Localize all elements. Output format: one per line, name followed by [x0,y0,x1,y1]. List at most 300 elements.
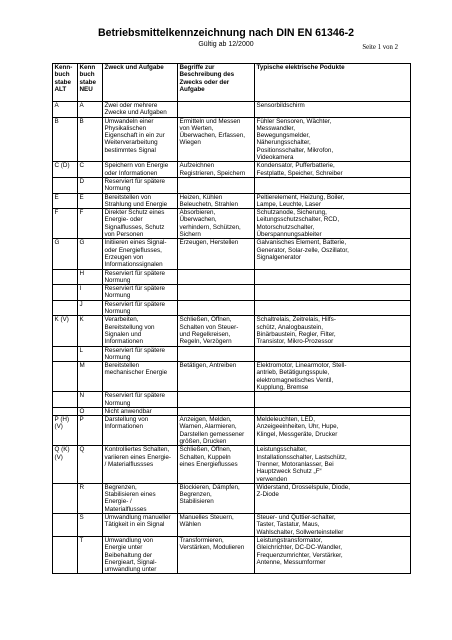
cell-text-line: Energie- oder [104,216,143,224]
cell-text-line: (V) [54,453,63,461]
old-letter-cell [53,209,78,239]
cell-text-line: Festplatte, Speicher, Schreiber [256,169,343,177]
cell-text-line: E [54,193,59,201]
cell-text-line: Peltierelement, Heizung, Boiler, [256,193,345,201]
column-header-line: buch [79,71,95,79]
cell-text-line: Klingel, Messgeräte, Drucker [256,430,338,438]
column-header-purpose [103,64,178,102]
cell-text-line: Normung [104,292,131,300]
purpose-cell [103,117,178,162]
cell-text-line: Erzeugen von [104,253,144,261]
cell-text-line: Energie unter [104,544,143,552]
cell-text-line: Sichern [179,231,201,239]
cell-text-line: Energieart, Signal- [104,558,157,566]
new-letter-cell [78,346,103,362]
cell-text-line: mechanischer Energie [104,369,168,377]
cell-text-line: Generator, Solar-zelle, Oszillator, [256,246,349,254]
cell-text-line: Schaltrelais, Zeitrelais, Hilfs- [256,316,336,324]
cell-text-line: Wählen [179,521,201,529]
cell-text-line: größen, Drucken [179,438,227,446]
purpose-cell [103,446,178,483]
old-letter-cell [53,117,78,162]
cell-text-line: eines Energieflusses [179,460,238,468]
products-cell [255,362,411,392]
products-cell [255,407,411,415]
terms-cell [178,514,255,537]
cell-text-line: G [54,239,60,247]
new-letter-cell [78,536,103,573]
cell-text-line: Schließen, Öffnen, [179,446,232,454]
cell-text-line: Warnen, Alarmieren, [179,423,237,431]
cell-text-line: Leitungsschutzschalter, RCD, [256,216,340,224]
cell-text-line: Informationen [104,338,144,346]
table-row [53,362,411,392]
cell-text-line: C [79,162,85,170]
products-cell [255,162,411,178]
cell-text-line: Darstellung von [104,416,149,424]
products-cell [255,209,411,239]
cell-text-line: D [79,177,85,185]
purpose-cell [103,102,178,118]
purpose-cell [103,209,178,239]
cell-text-line: Näherungsschalter, [256,139,311,147]
old-letter-cell [53,177,78,193]
purpose-cell [103,162,178,178]
products-cell [255,446,411,483]
old-letter-cell [53,269,78,285]
cell-text-line: Informationen [104,423,144,431]
cell-text-line: Sensorbildschirm [256,102,305,109]
cell-text-line: L [79,346,84,354]
column-header-line: Aufgabe [179,85,205,93]
terms-cell [178,362,255,392]
cell-text-line: Aufzeichnen [179,162,215,170]
cell-text-line: Galvanisches Element, Batterie, [256,239,347,247]
column-header-terms [178,64,255,102]
cell-text-line: G [79,239,85,247]
cell-text-line: Signalen und [104,330,142,338]
column-header-new-letter [78,64,103,102]
cell-text-line: Transformieren, [179,536,224,544]
cell-text-line: Positionsschalter, Mikrofon, [256,146,334,154]
table-header-row [53,64,411,102]
cell-text-line: Antenne, Messumformer [256,558,326,566]
cell-text-line: Strahlung und Energie [104,200,168,208]
table-row [53,300,411,316]
cell-text-line: Meldeleuchten, LED, [256,416,315,424]
purpose-cell [103,407,178,415]
table-row [53,483,411,513]
document-title: Betriebsmittelkennzeichnung nach DIN EN 61346-2 [97,27,355,39]
cell-text-line: Messwandler, [256,124,295,132]
table-row [53,117,411,162]
cell-text-line: Absorbieren, [179,209,216,217]
new-letter-cell [78,239,103,269]
cell-text-line: Kupplung, Bremse [256,383,309,391]
cell-text-line: Signalflusses, Schutz [104,223,165,231]
purpose-cell [103,362,178,392]
table-row [53,536,411,573]
cell-text-line: Anzeigeeinheiten, Uhr, Hupe, [256,423,339,431]
new-letter-cell [78,514,103,537]
new-letter-cell [78,300,103,316]
table-row [53,346,411,362]
cell-text-line: Stabilisieren [179,498,214,506]
purpose-cell [103,285,178,301]
cell-text-line: P [79,416,84,424]
terms-cell [178,117,255,162]
old-letter-cell [53,300,78,316]
old-letter-cell [53,407,78,415]
cell-text-line: Widerstand, Drosselspule, Diode, [256,483,350,491]
cell-text-line: Beibehaltung der [104,551,153,559]
cell-text-line: Stabilisieren eines [104,491,156,499]
products-cell [255,239,411,269]
cell-text-line: Transistor, Mikro-Prozessor [256,338,334,346]
designation-table [52,63,411,574]
table-row [53,392,411,408]
cell-text-line: Kontrolliertes Schalten, [104,446,170,454]
cell-text-line: Regeln, Verzögern [179,338,232,346]
cell-text-line: Darstellen gemessener [179,430,245,438]
cell-text-line: Heizen, Kühlen [179,193,223,201]
column-header-line: Kenn- [54,64,73,71]
products-cell [255,285,411,301]
cell-text-line: B [54,117,59,125]
cell-text-line: Fühler Sensoren, Wächter, [256,117,332,125]
cell-text-line: Zwecke und Aufgaben [104,109,167,117]
old-letter-cell [53,102,78,118]
cell-text-line: Lampe, Leuchte, Laser [256,200,321,208]
cell-text-line: Leistungstransformator, [256,536,323,544]
column-header-line: NEU [79,85,93,93]
cell-text-line: N [79,392,85,400]
cell-text-line: von Werten, [179,124,214,132]
cell-text-line: Verarbeiten, [104,316,139,324]
cell-text-line: Bereitstellung von [104,323,155,331]
column-header-old-letter [53,64,78,102]
cell-text-line: Bereitstellen von [104,193,152,201]
table-row [53,177,411,193]
old-letter-cell [53,162,78,178]
purpose-cell [103,316,178,346]
products-cell [255,117,411,162]
cell-text-line: Binärbaustein, Regler, Filter, [256,330,336,338]
cell-text-line: oder Energieflusses, [104,246,162,254]
new-letter-cell [78,193,103,209]
cell-text-line: Manuelles Steuern, [179,514,234,522]
page-number: Seite 1 von 2 [362,44,398,51]
cell-text-line: Reserviert für spätere [104,392,166,400]
table-row [53,209,411,239]
cell-text-line: Weiterverarbeitung [104,139,158,147]
new-letter-cell [78,117,103,162]
cell-text-line: Q (K) [54,446,70,454]
cell-text-line: Eigenschaft in ein zur [104,132,165,140]
terms-cell [178,346,255,362]
cell-text-line: (V) [54,423,63,431]
table-row [53,446,411,483]
products-cell [255,300,411,316]
cell-text-line: K [79,316,84,324]
purpose-cell [103,483,178,513]
cell-text-line: Normung [104,399,131,407]
cell-text-line: Umwandlung von [104,536,154,544]
cell-text-line: Reserviert für spätere [104,285,166,293]
cell-text-line: Z-Diode [256,491,279,499]
new-letter-cell [78,316,103,346]
column-header-line: ALT [54,85,67,93]
cell-text-line: Nicht anwendbar [104,407,152,415]
cell-text-line: Trenner, Motoranlasser, Bei [256,460,334,468]
cell-text-line: Videokamera [256,154,294,162]
new-letter-cell [78,177,103,193]
cell-text-line: Informationssignalen [104,261,163,269]
cell-text-line: M [79,362,85,370]
cell-text-line: T [79,536,84,544]
cell-text-line: verhindern, Schützen, [179,223,241,231]
cell-text-line: Initiieren eines Signal- [104,239,167,247]
table-row [53,102,411,118]
terms-cell [178,193,255,209]
terms-cell [178,177,255,193]
cell-text-line: I [79,285,82,293]
table-row [53,407,411,415]
new-letter-cell [78,209,103,239]
cell-text-line: Gleichrichter, DC-DC-Wandler, [256,544,342,552]
cell-text-line: variieren eines Energie- [104,453,172,461]
terms-cell [178,239,255,269]
cell-text-line: Wahlschalter, Sollwerteinsteller [256,528,344,536]
purpose-cell [103,300,178,316]
cell-text-line: Energie- / [104,498,132,506]
cell-text-line: Registrieren, Speichern [179,169,246,177]
cell-text-line: P (H) [54,416,70,424]
new-letter-cell [78,407,103,415]
column-header-line: stabe [54,78,71,86]
cell-text-line: F [79,209,84,217]
cell-text-line: Reserviert für spätere [104,300,166,308]
cell-text-line: Bereitstellen [104,362,140,370]
table-row [53,416,411,446]
old-letter-cell [53,193,78,209]
cell-text-line: Wiegen [179,139,201,147]
table-row [53,285,411,301]
cell-text-line: Bewegungsmelder, [256,132,311,140]
cell-text-line: S [79,514,84,522]
cell-text-line: Signalgenerator [256,253,301,261]
cell-text-line: Reserviert für spätere [104,346,166,354]
purpose-cell [103,269,178,285]
new-letter-cell [78,362,103,392]
cell-text-line: elektromagnetisches Ventil, [256,376,334,384]
cell-text-line: Motorschutzschalter, [256,223,315,231]
purpose-cell [103,239,178,269]
cell-text-line: Überspannungsableiter [256,231,322,239]
cell-text-line: Blockieren, Dämpfen, [179,483,240,491]
cell-text-line: Tätigkeit in ein Signal [104,521,165,529]
products-cell [255,483,411,513]
cell-text-line: Überwachen, [179,216,217,224]
cell-text-line: Umwandeln einer [104,117,154,125]
cell-text-line: Betätigen, Antreiben [179,362,237,370]
cell-text-line: Überwachen, Erfassen, [179,132,245,140]
products-cell [255,416,411,446]
cell-text-line: Reserviert für spätere [104,177,166,185]
new-letter-cell [78,483,103,513]
cell-text-line: umwandlung unter [104,566,157,574]
terms-cell [178,102,255,118]
terms-cell [178,316,255,346]
new-letter-cell [78,162,103,178]
cell-text-line: schütz, Analogbaustein, [256,323,324,331]
cell-text-line: Normung [104,276,131,284]
cell-text-line: Normung [104,185,131,193]
column-header-line: buch [54,71,70,79]
table-row [53,514,411,537]
cell-text-line: A [79,102,84,109]
cell-text-line: Normung [104,353,131,361]
terms-cell [178,300,255,316]
new-letter-cell [78,392,103,408]
cell-text-line: Schalten von Steuer- [179,323,239,331]
column-header-line: Zwecks oder der [179,78,230,86]
cell-text-line: Physikalischen [104,124,147,132]
purpose-cell [103,416,178,446]
cell-text-line: oder Informationen [104,169,158,177]
cell-text-line: E [79,193,84,201]
products-cell [255,536,411,573]
table-row [53,269,411,285]
terms-cell [178,392,255,408]
cell-text-line: Beleuchetn, Strahlen [179,200,238,208]
cell-text-line: Hauptzweck Schutz „F“ [256,468,322,476]
cell-text-line: C (D) [54,162,70,170]
terms-cell [178,162,255,178]
terms-cell [178,446,255,483]
purpose-cell [103,193,178,209]
cell-text-line: Leistungsschalter, [256,446,307,454]
cell-text-line: Materialflusses [104,505,147,513]
cell-text-line: Frequenzumrichter, Verstärker, [256,551,343,559]
cell-text-line: Kondensator, Pufferbatterie, [256,162,335,170]
column-header-products [255,64,411,102]
old-letter-cell [53,483,78,513]
cell-text-line: Direkter Schutz eines [104,209,165,217]
cell-text-line: F [54,209,59,217]
table-body [53,102,411,574]
cell-text-line: Steuer- und Quttier-schalter, [256,514,336,522]
cell-text-line: verwenden [256,475,288,483]
column-header-line: Zweck und Aufgabe [104,64,164,71]
cell-text-line: und Regelkreisen, [179,330,231,338]
terms-cell [178,416,255,446]
table-row [53,162,411,178]
purpose-cell [103,177,178,193]
column-header-line: Typische elektrische Podukte [256,64,345,71]
new-letter-cell [78,446,103,483]
old-letter-cell [53,362,78,392]
cell-text-line: Begrenzen, [179,491,212,499]
cell-text-line: Schalten, Kuppeln [179,453,231,461]
cell-text-line: bestimmtes Signal [104,146,156,154]
new-letter-cell [78,102,103,118]
cell-text-line: antrieb, Betätigungsspule, [256,369,330,377]
cell-text-line: Taster, Tastatur, Maus, [256,521,320,529]
new-letter-cell [78,285,103,301]
cell-text-line: Verstärken, Modulieren [179,544,245,552]
column-header-line: Kenn [79,64,96,71]
old-letter-cell [53,446,78,483]
cell-text-line: Erzeugen, Herstellen [179,239,239,247]
terms-cell [178,285,255,301]
cell-text-line: von Personen [104,231,144,239]
old-letter-cell [53,514,78,537]
new-letter-cell [78,269,103,285]
old-letter-cell [53,316,78,346]
cell-text-line: Anzeigen, Melden, [179,416,232,424]
cell-text-line: Speichern von Energie [104,162,169,170]
purpose-cell [103,392,178,408]
purpose-cell [103,514,178,537]
cell-text-line: H [79,269,85,277]
old-letter-cell [53,239,78,269]
column-header-line: Begriffe zur [179,64,215,71]
cell-text-line: Umwandlung manueller [104,514,171,522]
new-letter-cell [78,416,103,446]
products-cell [255,316,411,346]
products-cell [255,346,411,362]
terms-cell [178,407,255,415]
products-cell [255,193,411,209]
old-letter-cell [53,392,78,408]
table-row [53,239,411,269]
cell-text-line: Q [79,446,85,454]
terms-cell [178,536,255,573]
cell-text-line: / Materialflussses [104,460,154,468]
products-cell [255,177,411,193]
table-row [53,193,411,209]
cell-text-line: Reserviert für spätere [104,269,166,277]
products-cell [255,269,411,285]
table-row [53,316,411,346]
cell-text-line: K (V) [54,316,69,324]
cell-text-line: B [79,117,84,125]
cell-text-line: R [79,483,85,491]
column-header-line: Beschreibung des [179,71,235,79]
old-letter-cell [53,346,78,362]
products-cell [255,392,411,408]
column-header-line: stabe [79,78,96,86]
old-letter-cell [53,285,78,301]
old-letter-cell [53,416,78,446]
cell-text-line: Begrenzen, [104,483,137,491]
cell-text-line: O [79,407,85,415]
cell-text-line: Normung [104,308,131,316]
cell-text-line: Schutzanode, Sicherung, [256,209,327,217]
cell-text-line: Schließen, Öffnen, [179,316,232,324]
purpose-cell [103,346,178,362]
purpose-cell [103,536,178,573]
products-cell [255,102,411,118]
old-letter-cell [53,536,78,573]
cell-text-line: J [79,300,83,308]
terms-cell [178,483,255,513]
cell-text-line: Ermitteln und Messen [179,117,241,125]
cell-text-line: Elektromotor, Linearmotor, Stell- [256,362,347,370]
cell-text-line: Installationsschalter, Lastschütz, [256,453,347,461]
cell-text-line: Zwei oder mehrere [104,102,158,109]
